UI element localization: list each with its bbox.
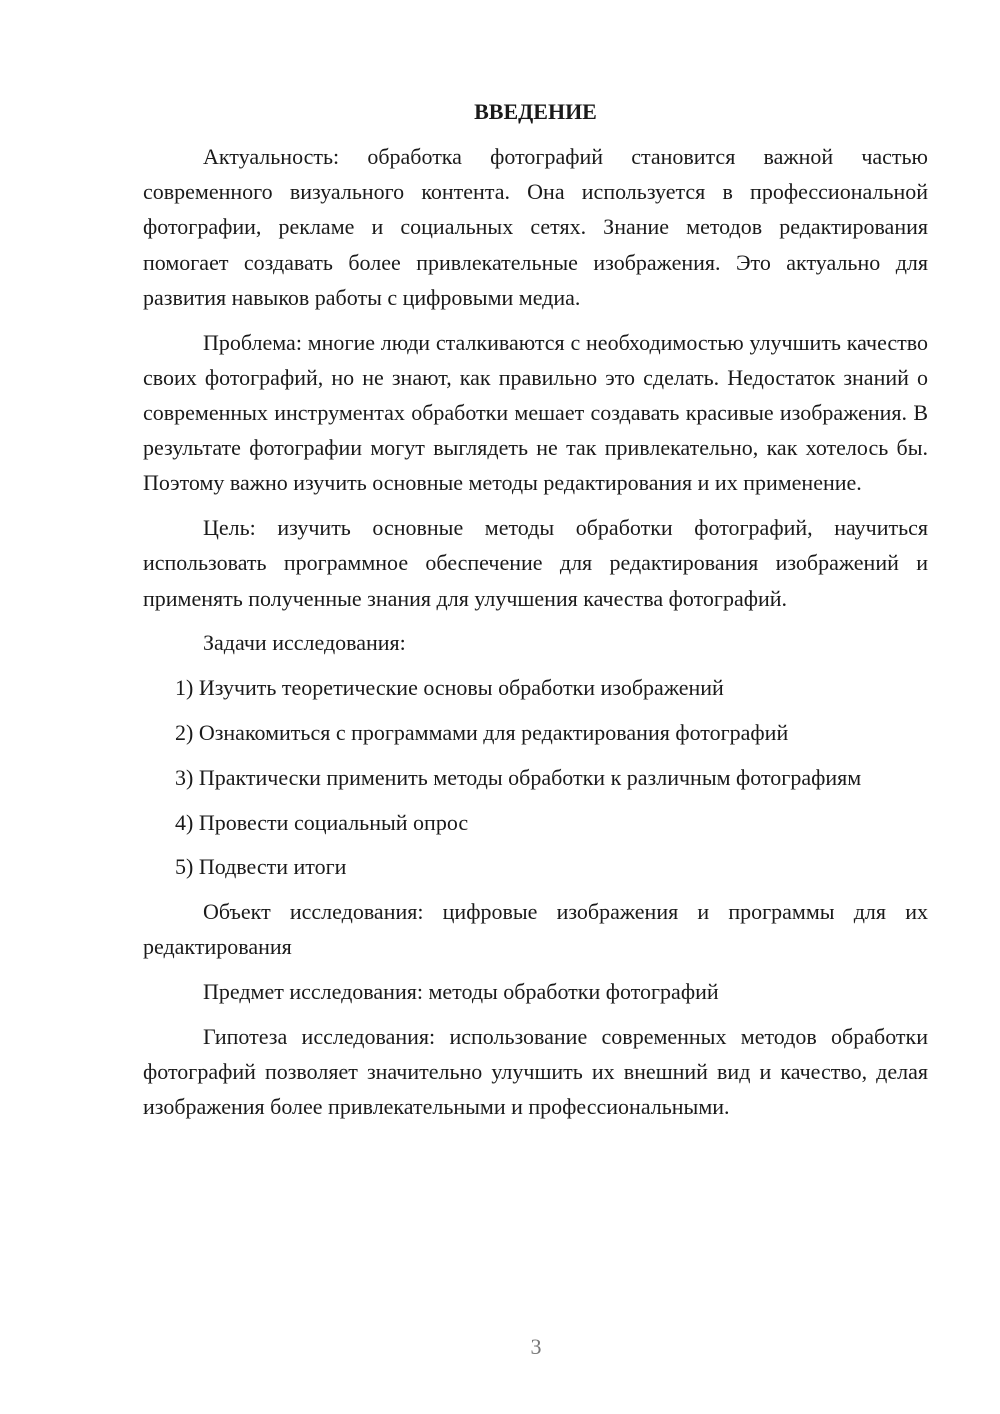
paragraph-object: Объект исследования: цифровые изображения и программы для их редактирования [143, 899, 928, 960]
task-item-3: 3) Практически применить методы обработки к различным фотографиям [175, 764, 862, 790]
tasks-heading: Задачи исследования: [203, 630, 406, 656]
task-item-1: 1) Изучить теоретические основы обработки изображений [175, 675, 724, 701]
paragraph-problem: Проблема: многие люди сталкиваются с необходимостью улучшить качество своих фотографий, но не знают, как правильно это сделать. Недостаток знаний о современных инструментах обработки мешает создавать красивые изображения. В результате фотографии могут выглядеть не так привлекательно, как хотелось бы. Поэтому важно изучить основные методы редактирования и их применение. [143, 329, 928, 496]
paragraph-hypothesis: Гипотеза исследования: использование современных методов обработки фотографий позволяет значительно улучшить их внешний вид и качество, делая изображения более привлекательными и профессиональными. [143, 1024, 928, 1120]
paragraph-subject: Предмет исследования: методы обработки фотографий [203, 979, 719, 1005]
task-item-5: 5) Подвести итоги [175, 854, 347, 880]
paragraph-relevance: Актуальность: обработка фотографий становится важной частью современного визуального контента. Она используется в профессиональной фотографии, рекламе и социальных сетях. Знание методов редактирования помогает создавать более привлекательные изображения. Это актуально для развития навыков работы с цифровыми медиа. [143, 144, 928, 310]
task-item-4: 4) Провести социальный опрос [175, 809, 469, 835]
page-content [143, 94, 928, 1134]
page-number: 3 [530, 1334, 542, 1359]
paragraph-goal: Цель: изучить основные методы обработки фотографий, научиться использовать программное обеспечение для редактирования изображений и применять полученные знания для улучшения качества фотографий. [143, 515, 928, 611]
task-item-2: 2) Ознакомиться с программами для редактирования фотографий [175, 720, 789, 746]
page-title: ВВЕДЕНИЕ [474, 99, 597, 124]
